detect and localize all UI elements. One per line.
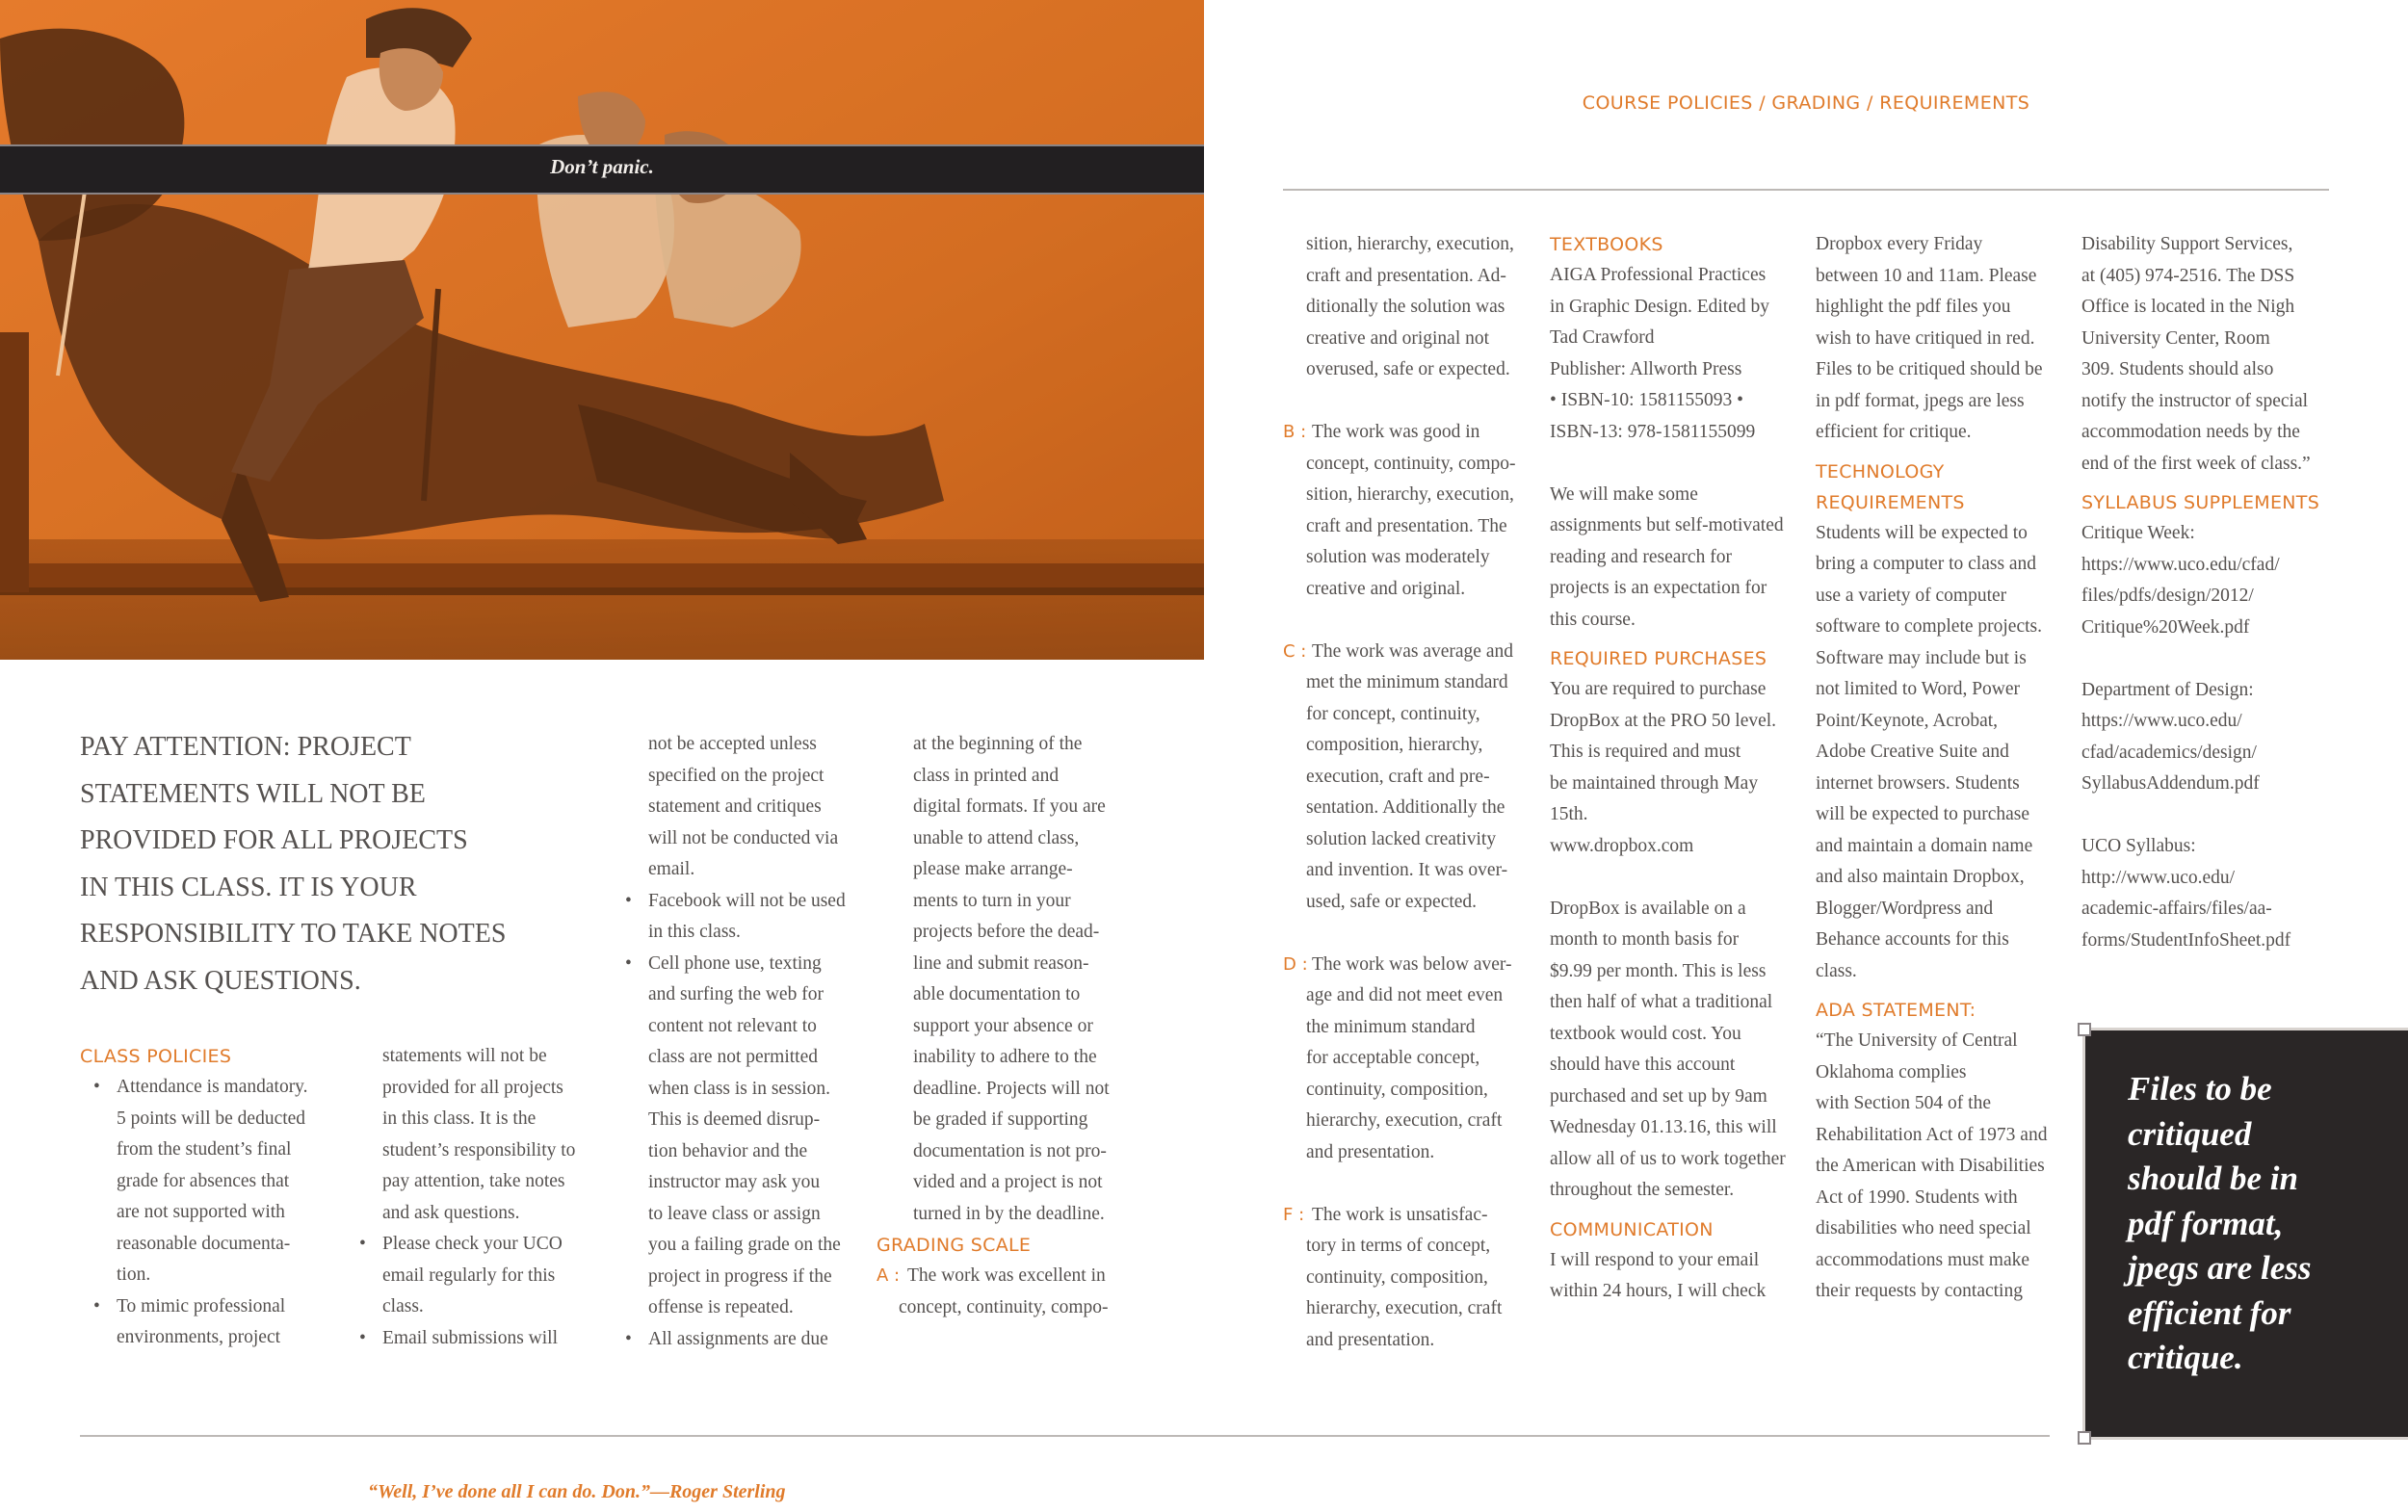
grade-c: C : The work was average and met the minimum standard for concept, continuity, composition, hierarchy, execution, craft and pre- sentation. Additionally the solution lacked creativity and invention. It was over- used, safe or expected.: [1283, 640, 1513, 912]
policy-bullet: • Attendance is mandatory. 5 points will be deducted from the student’s final grade for absences that are not supported with reasonable documenta- tion.: [80, 1072, 340, 1291]
critique-week-link[interactable]: https://www.uco.edu/cfad/: [2081, 554, 2280, 575]
callout-box: [2082, 1028, 2408, 1440]
intro-line: PROVIDED FOR ALL PROJECTS: [80, 825, 468, 855]
banner-text: Don’t panic.: [550, 155, 654, 178]
class-policies-col2: statements will not be provided for all projects in this class. It is the student’s responsibility to pay attention, take notes and ask questions. • Please check your UCO email regularly for this class. • Email submissions will: [346, 1041, 606, 1354]
class-policies-heading: CLASS POLICIES: [80, 1046, 232, 1067]
design-dept-link[interactable]: cfad/academics/design/: [2081, 742, 2257, 763]
intro-line: AND ASK QUESTIONS.: [80, 965, 361, 996]
grade-f: F : The work is unsatisfac- tory in terms of concept, continuity, composition, hierarchy, execution, craft and presentation.: [1283, 1204, 1503, 1350]
textbooks-heading: TEXTBOOKS: [1550, 234, 1663, 255]
callout-corner-icon: [2078, 1023, 2091, 1036]
policy-bullet: • To mimic professional environments, project: [80, 1291, 340, 1354]
design-dept-link[interactable]: SyllabusAddendum.pdf: [2081, 773, 2260, 794]
header-divider: [1283, 189, 2329, 191]
supplements-heading: SYLLABUS SUPPLEMENTS: [2081, 492, 2320, 513]
policy-bullet: • All assignments are due: [612, 1324, 877, 1356]
required-purchases-heading: REQUIRED PURCHASES: [1550, 648, 1767, 669]
class-policies-col1: [80, 1041, 340, 1354]
grading-col: sition, hierarchy, execution, craft and presentation. Ad- ditionally the solution was creative and original not overused, safe or expected. B : The work was good in concept, continuity, compo- sition, hierarchy, execution, craft and presentation. The solution was moderately creative and original. C : The work was average and met the minimum standard for concept, continuity, composition, hierarchy, execution, craft and pre- sentation. Additionally the solution lacked creativity and invention. It was over- used, safe or expected. D : The work was below aver- age and did not meet even the minimum standard for acceptable concept, continuity, composition, hierarchy, execution, craft and presentation. F : The work is unsatisfac- tory in terms of concept, continuity, composition, hierarchy, execution, craft and presentation.: [1283, 229, 1533, 1356]
technology-col: Dropbox every Friday between 10 and 11am. Please highlight the pdf files you wish to have critiqued in red. Files to be critiqued should be in pdf format, jpegs are less efficient for critique. TECHNOLOGY REQUIREMENTS Students will be expected to bring a computer to class and use a variety of computer software to complete projects. Software may include but is not limited to Word, Power Point/Keynote, Acrobat, Adobe Creative Suite and internet browsers. Students will be expected to purchase and maintain a domain name and also maintain Dropbox, Blogger/Wordpress and Behance accounts for this class. ADA STATEMENT: “The University of Central Oklahoma complies with Section 504 of the Rehabilitation Act of 1973 and the American with Disabilities Act of 1990. Students with disabilities who need special accommodations must make their requests by contacting: [1816, 229, 2081, 1308]
intro-statement: [80, 724, 581, 1004]
textbooks-col: TEXTBOOKS AIGA Professional Practices in Graphic Design. Edited by Tad Crawford Publisher: Allworth Press • ISBN-10: 1581155093 • ISBN-13: 978-1581155099 We will make some assignments but self-motivated reading and research for projects is an expectation for this course. REQUIRED PURCHASES You are required to purchase DropBox at the PRO 50 level. This is required and must be maintained through May 15th. www.dropbox.com DropBox is available on a month to month basis for $9.99 per month. This is less then half of what a traditional textbook would cost. You should have this account purchased and set up by 9am Wednesday 01.13.16, this will allow all of us to work together throughout the semester. COMMUNICATION I will respond to your email within 24 hours, I will check: [1550, 229, 1810, 1308]
uco-syllabus-link[interactable]: forms/StudentInfoSheet.pdf: [2081, 929, 2291, 951]
policy-bullet: • Cell phone use, texting and surfing the web for content not relevant to class are not permitted when class is in session. This is deemed disrup- tion behavior and the instructor may ask you to leave class or assign you a failing grade on the project in progress if the offense is repeated.: [612, 949, 877, 1324]
footer-quote: “Well, I’ve done all I can do. Don.”—Roger Sterling: [368, 1481, 786, 1502]
grade-a: A : The work was excellent in concept, continuity, compo-: [877, 1265, 1109, 1317]
section-header: COURSE POLICIES / GRADING / REQUIREMENTS: [1582, 92, 2030, 114]
intro-line: IN THIS CLASS. IT IS YOUR: [80, 872, 417, 902]
rodeo-rider-illustration: [0, 0, 1204, 660]
banner-strip: [0, 144, 1204, 195]
policy-bullet: • Please check your UCO email regularly for this class.: [346, 1229, 606, 1323]
uco-syllabus-link[interactable]: academic-affairs/files/aa-: [2081, 899, 2272, 919]
policy-bullet: • Email submissions will: [346, 1323, 606, 1355]
communication-heading: COMMUNICATION: [1550, 1218, 1714, 1240]
technology-heading: TECHNOLOGY REQUIREMENTS: [1816, 460, 1965, 513]
dropbox-link[interactable]: www.dropbox.com: [1550, 835, 1694, 856]
callout-text: Files to be critiqued should be in pdf format, jpegs are less efficient for critique.: [2128, 1070, 2312, 1376]
design-dept-link[interactable]: https://www.uco.edu/: [2081, 711, 2242, 731]
grade-b: B : The work was good in concept, continuity, compo- sition, hierarchy, execution, craft and presentation. The solution was moderately creative and original.: [1283, 422, 1516, 599]
class-policies-col3: not be accepted unless specified on the project statement and critiques will not be conducted via email. • Facebook will not be used in this class. • Cell phone use, texting and surfing the web for content not relevant to class are not permitted when class is in session. This is deemed disrup- tion behavior and the instructor may ask you to leave class or assign you a failing grade on the project in progress if the offense is repeated. • All assignments are due: [612, 729, 877, 1355]
ada-heading: ADA STATEMENT:: [1816, 1000, 1976, 1021]
intro-line: STATEMENTS WILL NOT BE: [80, 778, 426, 809]
policy-bullet: • Facebook will not be used in this class.: [612, 886, 877, 949]
callout-corner-icon: [2078, 1431, 2091, 1445]
uco-syllabus-link[interactable]: http://www.uco.edu/: [2081, 867, 2236, 888]
grading-scale-heading: GRADING SCALE: [877, 1235, 1032, 1256]
bottom-divider: [80, 1435, 2050, 1437]
intro-line: PAY ATTENTION: PROJECT: [80, 732, 411, 762]
intro-line: RESPONSIBILITY TO TAKE NOTES: [80, 919, 507, 949]
class-policies-col4: at the beginning of the class in printed and digital formats. If you are unable to attend class, please make arrange- ments to turn in your projects before the dead- line and submit reason- able documentation to support your absence or inability to adhere to the deadline. Projects will not be graded if supporting documentation is not pro- vided and a project is not turned in by the deadline. GRADING SCALE A : The work was excellent in concept, continuity, compo-: [877, 729, 1137, 1323]
supplements-col: Disability Support Services, at (405) 974-2516. The DSS Office is located in the Nigh University Center, Room 309. Students should also notify the instructor of special accommodation needs by the end of the first week of class.” SYLLABUS SUPPLEMENTS Critique Week: https://www.uco.edu/cfad/ files/pdfs/design/2012/ Critique%20Week.pdf Department of Design: https://www.uco.edu/ cfad/academics/design/ SyllabusAddendum.pdf UCO Syllabus: http://www.uco.edu/ academic-affairs/files/aa- forms/StudentInfoSheet.pdf: [2081, 229, 2361, 956]
grade-d: D : The work was below aver- age and did not meet even the minimum standard for acceptable concept, continuity, composition, hierarchy, execution, craft and presentation.: [1283, 953, 1512, 1162]
critique-week-link[interactable]: files/pdfs/design/2012/: [2081, 586, 2254, 606]
hero-photo: [0, 0, 1204, 660]
critique-week-link[interactable]: Critique%20Week.pdf: [2081, 616, 2250, 638]
